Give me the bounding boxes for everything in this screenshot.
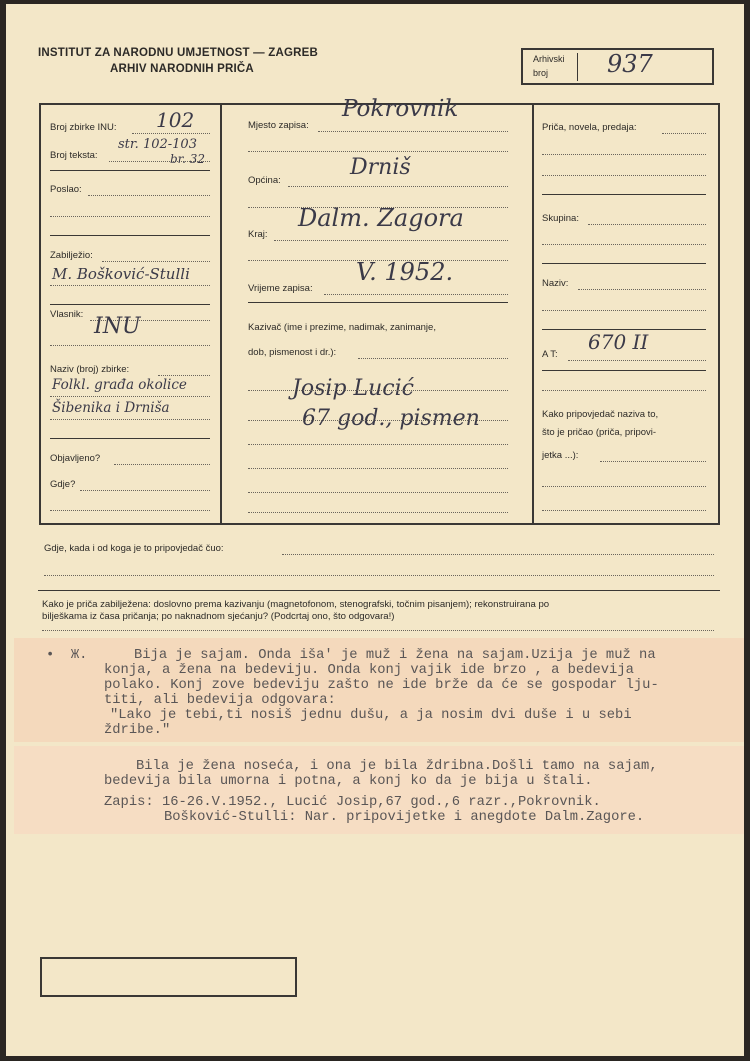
opcina-label: Općina: bbox=[248, 175, 281, 186]
gdje-kada-line bbox=[282, 554, 714, 555]
at-line bbox=[568, 360, 706, 361]
kazivac-label-2: dob, pismenost i dr.): bbox=[248, 347, 337, 358]
naziv-zbirke-line-3 bbox=[50, 419, 210, 420]
broj-zbirke-value: 102 bbox=[156, 108, 195, 132]
section-rule bbox=[38, 590, 720, 591]
kraj-line bbox=[274, 240, 508, 241]
prica-line-2 bbox=[542, 154, 706, 155]
at-line-2 bbox=[542, 390, 706, 391]
right-rule-2 bbox=[542, 263, 706, 264]
zabiljezio-line bbox=[102, 261, 210, 262]
broj-teksta-value: str. 102-103 bbox=[118, 137, 197, 152]
source-note: Bošković-Stulli: Nar. pripovijetke i anegdote Dalm.Zagore. bbox=[164, 810, 645, 825]
archive-box-divider bbox=[577, 53, 578, 81]
institute-name: INSTITUT ZA NARODNU UMJETNOST — ZAGREB bbox=[38, 47, 318, 59]
poslao-line bbox=[88, 195, 210, 196]
prica-label: Priča, novela, predaja: bbox=[542, 122, 637, 133]
vlasnik-value: INU bbox=[94, 314, 141, 339]
skupina-line bbox=[588, 224, 706, 225]
naziv-zbirke-value-2: Šibenika i Drniša bbox=[52, 400, 170, 416]
story-line-1: Bija je sajam. Onda iša' je muž i žena na sajam.Uzija je muž na bbox=[134, 648, 656, 663]
left-rule-3 bbox=[50, 304, 210, 305]
kako-naziva-line-3 bbox=[542, 510, 706, 511]
kazivac-line-5 bbox=[248, 468, 508, 469]
left-column-divider bbox=[220, 103, 222, 525]
kazivac-line-7 bbox=[248, 512, 508, 513]
story-line-3: polako. Konj zove bedeviju zašto ne ide brže da će se gospodar lju- bbox=[104, 678, 659, 693]
archive-form-page bbox=[6, 4, 744, 1056]
vrijeme-zapisa-value: V. 1952. bbox=[356, 258, 454, 286]
objavljeno-label: Objavljeno? bbox=[50, 453, 101, 464]
naziv-zbirke-line-2 bbox=[50, 396, 210, 397]
story-line-8: bedevija bila umorna i potna, a konj ko da je bija u štali. bbox=[104, 774, 593, 789]
zabiljezio-line-2 bbox=[50, 285, 210, 286]
kako-naziva-label-2: što je pričao (priča, pripovi- bbox=[542, 427, 657, 438]
right-column-divider bbox=[532, 103, 534, 525]
mjesto-zapisa-line-2 bbox=[248, 151, 508, 152]
vlasnik-line-2 bbox=[50, 345, 210, 346]
kazivac-line-2 bbox=[248, 390, 508, 391]
at-value: 670 II bbox=[588, 330, 649, 354]
right-rule-4 bbox=[542, 370, 706, 371]
kazivac-value: Josip Lucić bbox=[292, 376, 414, 401]
story-line-5: "Lako je tebi,ti nosiš jednu dušu, a ja nosim dvi duše i u sebi bbox=[110, 708, 632, 723]
kako-naziva-line bbox=[600, 461, 706, 462]
vrijeme-zapisa-label: Vrijeme zapisa: bbox=[248, 283, 313, 294]
left-rule-2 bbox=[50, 235, 210, 236]
story-line-6: ždribe." bbox=[104, 723, 171, 738]
vrijeme-zapisa-line bbox=[324, 294, 508, 295]
broj-teksta-value-2: br. 32 bbox=[170, 152, 205, 166]
gdje-kada-line-2 bbox=[44, 575, 714, 576]
gdje-line bbox=[80, 490, 210, 491]
gdje-kada-label: Gdje, kada i od koga je to pripovjedač čuo: bbox=[44, 543, 224, 554]
opcina-value: Drniš bbox=[350, 155, 411, 180]
record-note: Zapis: 16-26.V.1952., Lucić Josip,67 god.,6 razr.,Pokrovnik. bbox=[104, 795, 601, 810]
naziv-line-2 bbox=[542, 310, 706, 311]
broj-zbirke-label: Broj zbirke INU: bbox=[50, 122, 117, 133]
archive-number-value: 937 bbox=[607, 50, 653, 78]
left-rule-1 bbox=[50, 170, 210, 171]
kraj-value: Dalm. Zagora bbox=[298, 204, 464, 232]
skupina-label: Skupina: bbox=[542, 213, 579, 224]
opcina-line bbox=[288, 186, 508, 187]
poslao-label: Poslao: bbox=[50, 184, 82, 195]
right-rule-1 bbox=[542, 194, 706, 195]
archive-number-box bbox=[521, 48, 714, 85]
naziv-zbirke-label: Naziv (broj) zbirke: bbox=[50, 364, 130, 375]
prica-line-3 bbox=[542, 175, 706, 176]
left-rule-4 bbox=[50, 438, 210, 439]
kako-zabiljezena-label: Kako je priča zabilježena: doslovno prema kazivanju (magnetofonom, stenografski, točnim pisanjem); rekonstruirana po bbox=[42, 599, 550, 610]
poslao-line-2 bbox=[50, 216, 210, 217]
zabiljezio-value: M. Bošković-Stulli bbox=[52, 265, 190, 283]
vlasnik-label: Vlasnik: bbox=[50, 309, 84, 320]
story-line-2: konja, a žena na bedeviju. Onda konj vajik ide brzo , a bedevija bbox=[104, 663, 634, 678]
kazivac-line bbox=[358, 358, 508, 359]
gdje-label: Gdje? bbox=[50, 479, 76, 490]
gdje-line-2 bbox=[50, 510, 210, 511]
kazivac-line-3 bbox=[248, 420, 508, 421]
kazivac-value-2: 67 god., pismen bbox=[302, 406, 480, 431]
skupina-line-2 bbox=[542, 244, 706, 245]
story-mark: • Ж. bbox=[46, 648, 88, 663]
story-line-4: titi, ali bedevija odgovara: bbox=[104, 693, 336, 708]
kazivac-line-4 bbox=[248, 444, 508, 445]
archive-number-label-2: broj bbox=[533, 68, 549, 78]
broj-zbirke-line bbox=[132, 133, 210, 134]
kazivac-line-6 bbox=[248, 492, 508, 493]
naziv-line bbox=[578, 289, 706, 290]
mjesto-zapisa-label: Mjesto zapisa: bbox=[248, 120, 309, 131]
kako-zabiljezena-label-2: bilješkama iz časa pričanja; po naknadnom sjećanju? (Podcrtaj ono, što odgovara!) bbox=[42, 611, 395, 622]
prica-line bbox=[662, 133, 706, 134]
archive-name: ARHIV NARODNIH PRIČA bbox=[110, 63, 254, 75]
broj-teksta-label: Broj teksta: bbox=[50, 150, 98, 161]
kako-naziva-label: Kako pripovjedač naziva to, bbox=[542, 409, 659, 420]
zabiljezio-label: Zabilježio: bbox=[50, 250, 93, 261]
kako-zabiljezena-line bbox=[42, 630, 714, 631]
naziv-zbirke-value: Folkl. građa okolice bbox=[52, 377, 187, 393]
kraj-label: Kraj: bbox=[248, 229, 268, 240]
at-label: A T: bbox=[542, 349, 558, 360]
mjesto-zapisa-value: Pokrovnik bbox=[342, 96, 459, 122]
kazivac-label: Kazivač (ime i prezime, nadimak, zanimanje, bbox=[248, 322, 436, 333]
naziv-zbirke-line bbox=[158, 375, 210, 376]
mjesto-zapisa-line bbox=[318, 131, 508, 132]
story-line-7: Bila je žena noseća, i ona je bila ždribna.Došli tamo na sajam, bbox=[136, 759, 658, 774]
archive-number-label: Arhivski bbox=[533, 54, 565, 64]
kako-naziva-label-3: jetka ...): bbox=[542, 450, 579, 461]
middle-rule-1 bbox=[248, 302, 508, 303]
empty-stamp-box bbox=[40, 957, 297, 997]
kako-naziva-line-2 bbox=[542, 486, 706, 487]
naziv-label: Naziv: bbox=[542, 278, 569, 289]
objavljeno-line bbox=[114, 464, 210, 465]
